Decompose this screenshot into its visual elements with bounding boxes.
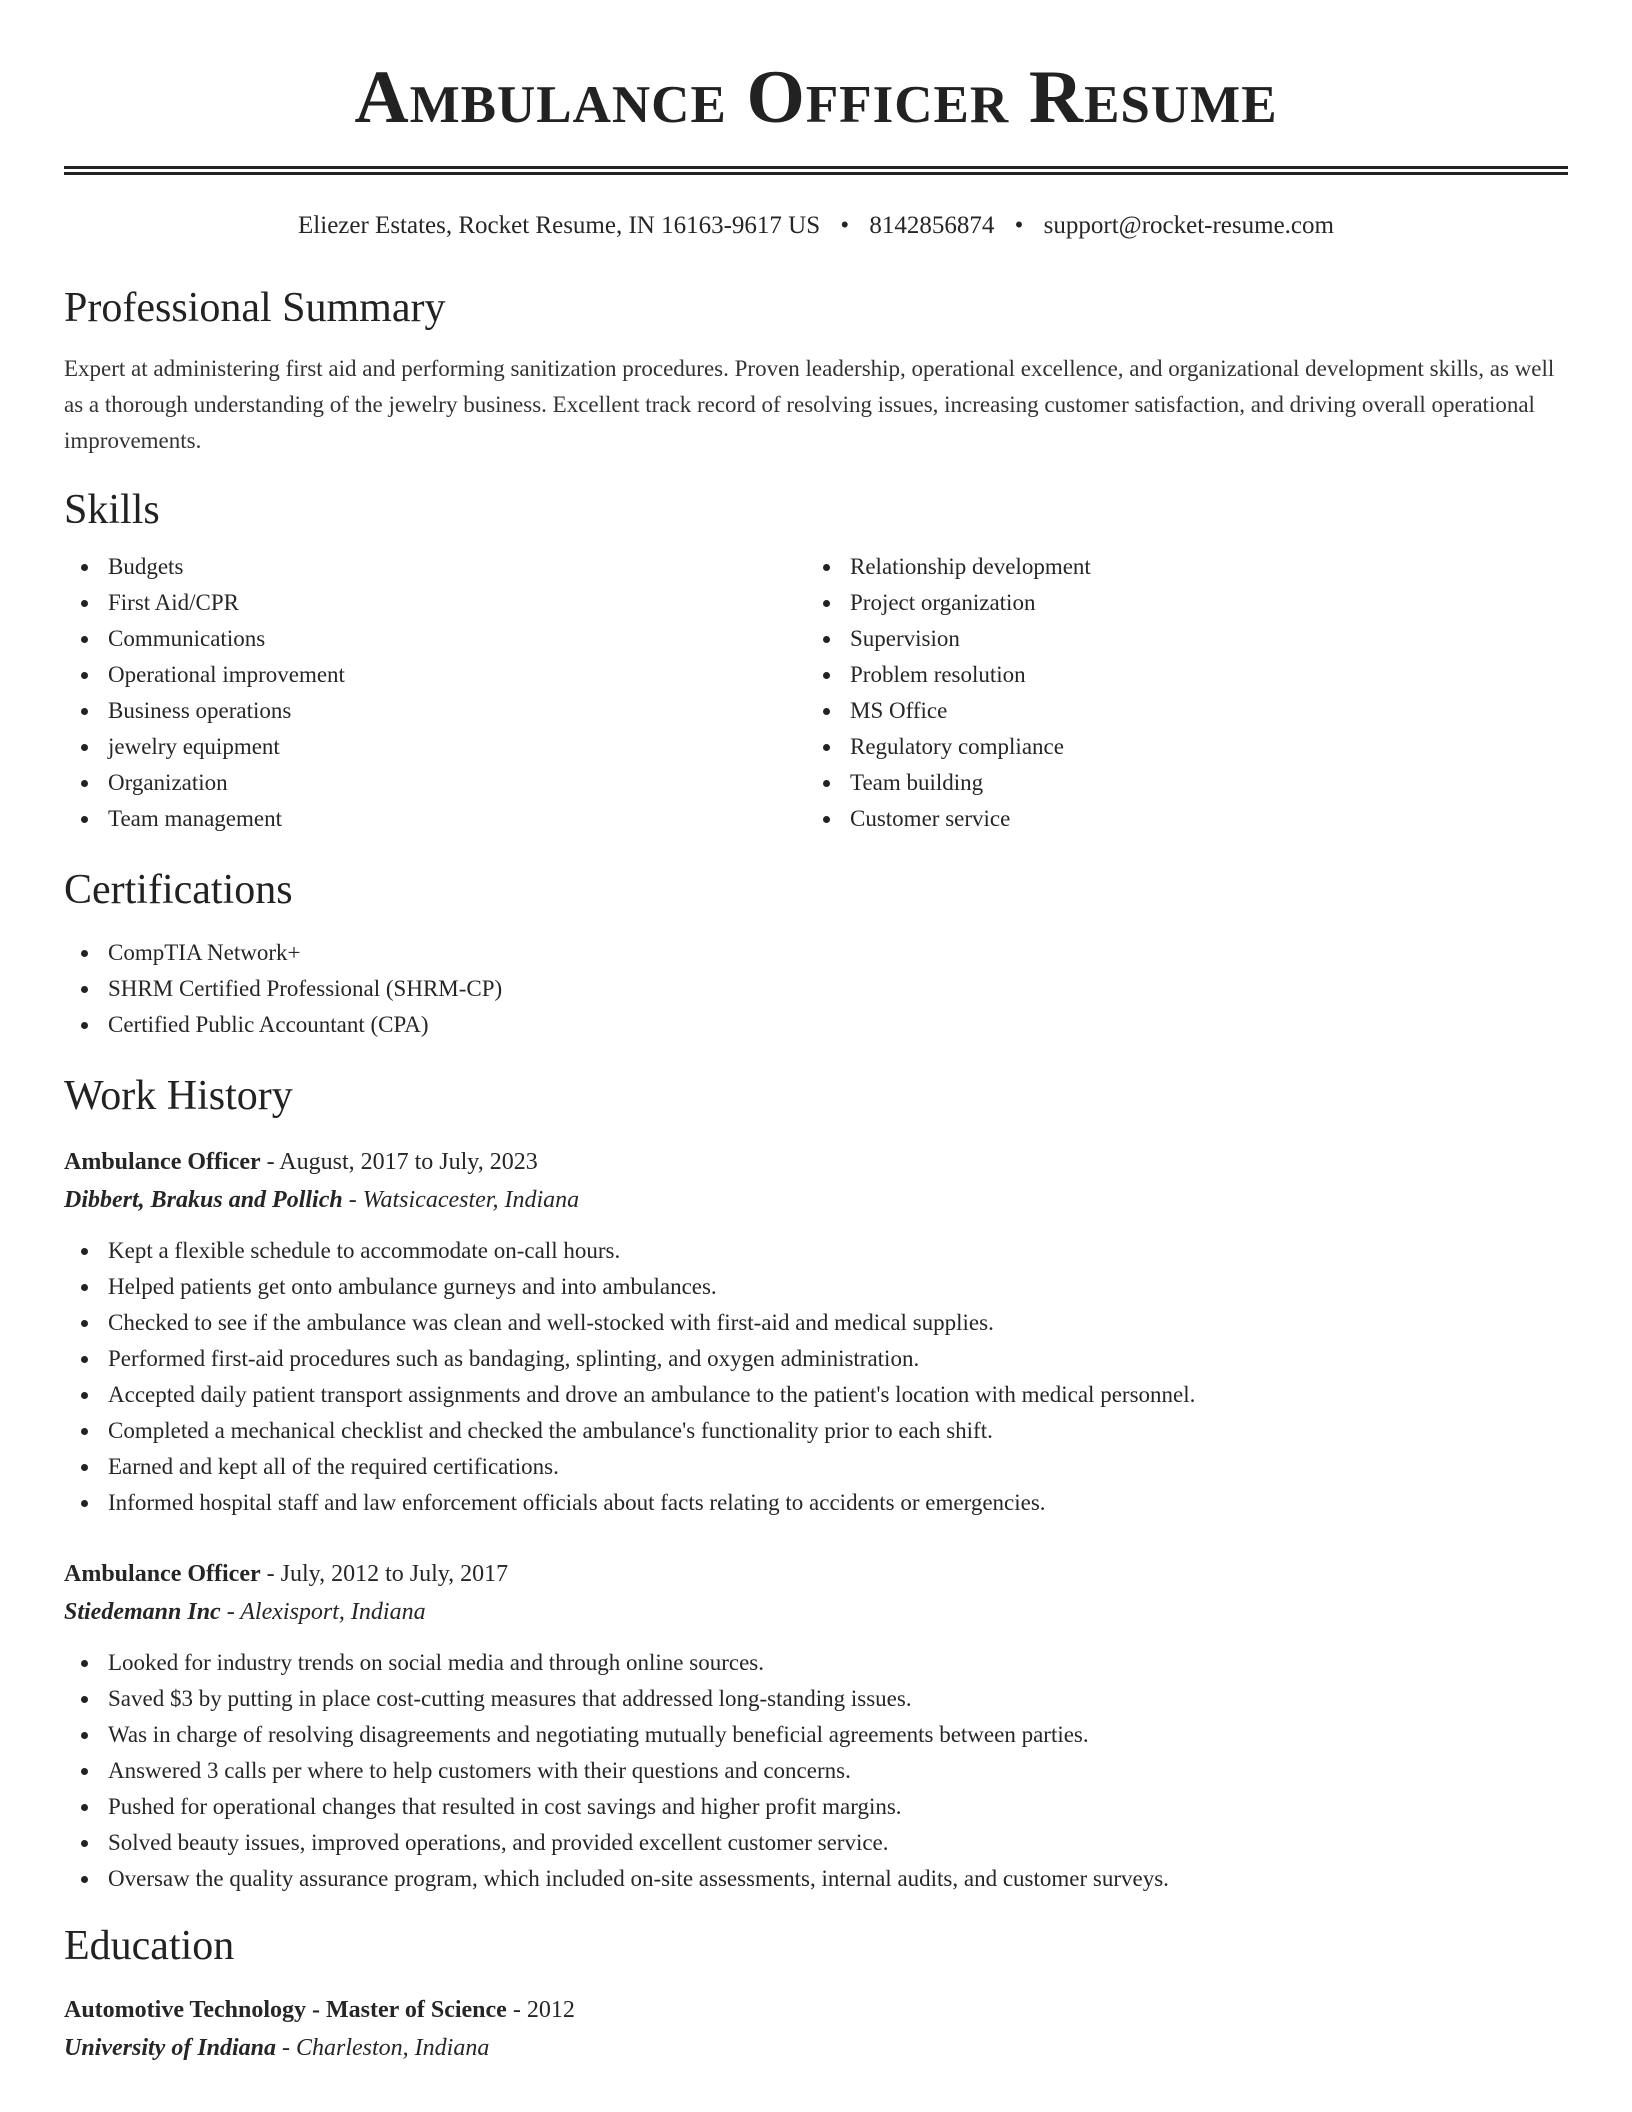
skill-item: Team management [64,801,806,837]
certification-item: Certified Public Accountant (CPA) [64,1007,1568,1043]
skill-item: Problem resolution [806,657,1548,693]
contact-separator: • [840,212,850,239]
school-location: - Charleston, Indiana [276,2035,490,2061]
summary-heading: Professional Summary [64,285,446,331]
job-duty-item: Looked for industry trends on social media and through online sources. [64,1645,1568,1681]
skill-item: jewelry equipment [64,729,806,765]
job-dates: - August, 2017 to July, 2023 [260,1149,538,1175]
certification-item: CompTIA Network+ [64,935,1568,971]
job-duty-item: Was in charge of resolving disagreements and negotiating mutually beneficial agreements between parties. [64,1717,1568,1753]
contact-separator: • [1014,212,1024,239]
job-company: Dibbert, Brakus and Pollich [64,1187,343,1213]
school-name: University of Indiana [64,2035,277,2061]
degree-line [64,1991,1568,2029]
job-duty-item: Earned and kept all of the required certifications. [64,1449,1568,1485]
job-duty-item: Oversaw the quality assurance program, which included on-site assessments, internal audits, and customer surveys. [64,1861,1568,1897]
contact-email: support@rocket-resume.com [1043,212,1334,239]
skill-item: Communications [64,621,806,657]
skill-item: Supervision [806,621,1548,657]
job-duty-item: Kept a flexible schedule to accommodate on-call hours. [64,1233,1568,1269]
contact-phone: 8142856874 [869,212,995,239]
skill-item: Budgets [64,549,806,585]
degree: Automotive Technology - Master of Science [64,1997,507,2023]
work-history-heading: Work History [64,1073,293,1119]
job-duty-item: Solved beauty issues, improved operations, and provided excellent customer service. [64,1825,1568,1861]
skill-item: First Aid/CPR [64,585,806,621]
job-duty-item: Helped patients get onto ambulance gurneys and into ambulances. [64,1269,1568,1305]
certifications-list [64,935,1568,1043]
job-entry [64,1555,1568,1897]
skill-item: Customer service [806,801,1548,837]
resume-title: Ambulance Officer Resume [354,56,1278,139]
job-company-line [64,1181,1568,1219]
resume-page [64,0,1568,2067]
job-duty-item: Performed first-aid procedures such as bandaging, splinting, and oxygen administration. [64,1341,1568,1377]
skills-columns [64,549,1568,837]
education-heading: Education [64,1923,235,1969]
graduation-year: - 2012 [506,1997,575,2023]
job-company-line [64,1593,1568,1631]
title-double-rule [64,166,1568,175]
job-duty-item: Saved $3 by putting in place cost-cutting measures that addressed long-standing issues. [64,1681,1568,1717]
certifications-heading: Certifications [64,867,293,913]
job-duties-list [64,1645,1568,1897]
school-line [64,2029,1568,2067]
contact-address: Eliezer Estates, Rocket Resume, IN 16163-9617 US [298,212,821,239]
summary-text: Expert at administering first aid and performing sanitization procedures. Proven leadership, operational excellence, and organizational development skills, as well as a thorough understanding of the jewelry business. Excellent track record of resolving issues, increasing customer satisfaction, and driving overall operational improvements. [64,356,1555,453]
job-title: Ambulance Officer [64,1561,261,1587]
job-duty-item: Pushed for operational changes that resulted in cost savings and higher profit margins. [64,1789,1568,1825]
skills-list-right [806,549,1548,837]
job-duty-item: Answered 3 calls per where to help customers with their questions and concerns. [64,1753,1568,1789]
skill-item: MS Office [806,693,1548,729]
job-location: - Watsicacester, Indiana [342,1187,580,1213]
job-duty-item: Checked to see if the ambulance was clean and well-stocked with first-aid and medical supplies. [64,1305,1568,1341]
skill-item: Regulatory compliance [806,729,1548,765]
skill-item: Team building [806,765,1548,801]
job-company: Stiedemann Inc [64,1599,221,1625]
skill-item: Organization [64,765,806,801]
skills-list-left [64,549,806,837]
job-duty-item: Informed hospital staff and law enforcement officials about facts relating to accidents or emergencies. [64,1485,1568,1521]
contact-line [64,211,1568,241]
skill-item: Project organization [806,585,1548,621]
job-title-line [64,1555,1568,1593]
skill-item: Business operations [64,693,806,729]
skill-item: Operational improvement [64,657,806,693]
education-entry [64,1991,1568,2067]
certification-item: SHRM Certified Professional (SHRM-CP) [64,971,1568,1007]
job-duties-list [64,1233,1568,1521]
job-location: - Alexisport, Indiana [220,1599,426,1625]
skills-heading: Skills [64,487,160,533]
job-title: Ambulance Officer [64,1149,261,1175]
job-duty-item: Completed a mechanical checklist and checked the ambulance's functionality prior to each shift. [64,1413,1568,1449]
job-duty-item: Accepted daily patient transport assignments and drove an ambulance to the patient's location with medical personnel. [64,1377,1568,1413]
job-dates: - July, 2012 to July, 2017 [260,1561,509,1587]
job-title-line [64,1143,1568,1181]
job-entry [64,1143,1568,1521]
skill-item: Relationship development [806,549,1548,585]
